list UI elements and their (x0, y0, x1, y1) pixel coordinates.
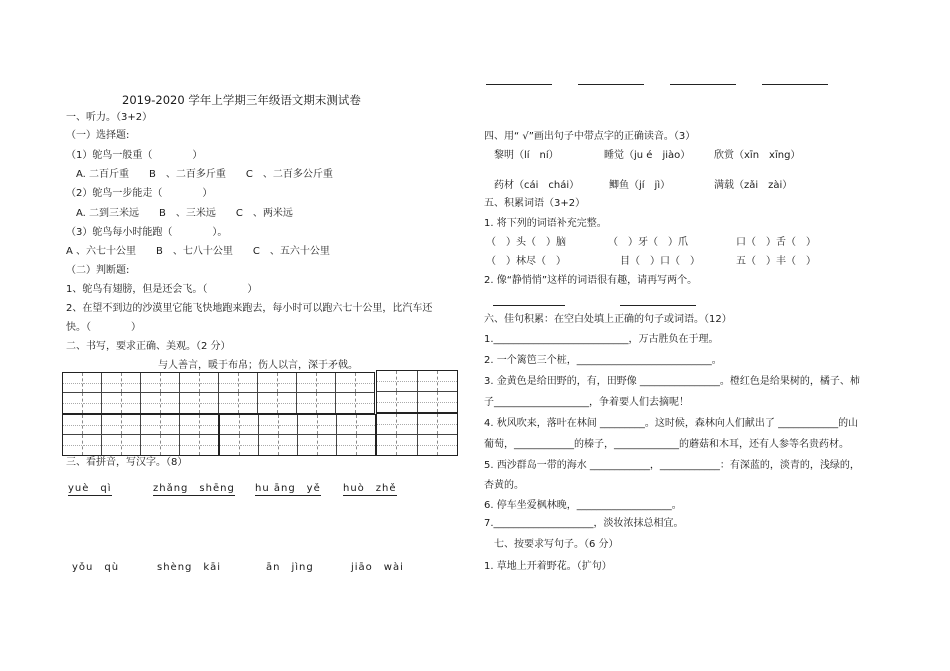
idiom-koushe: 口（ ）舌（ ） (736, 237, 816, 248)
answer-line[interactable] (486, 84, 552, 85)
question-3-options: A 、六七十公里 B 、七八十公里 C 、五六十公里 (66, 246, 330, 257)
paper-title: 2019-2020 学年上学期三年级语文期末测试卷 (122, 93, 361, 107)
question-2: （2）鸵鸟一步能走（ ） (66, 188, 213, 199)
pinyin-huangye: hu āng yě (255, 479, 321, 496)
pinyin-zhangsheng: zhǎng shēng (153, 479, 235, 496)
section-1-sub-judge: （二）判断题: (66, 265, 130, 276)
reading-manzai: 满载（zǎi zài） (714, 180, 793, 191)
section-1-sub-choice: （一）选择题: (66, 130, 130, 141)
judge-2-line-1: 2、在望不到边的沙漠里它能飞快地跑来跑去，每小时可以跑六七十公里，比汽车还 (66, 303, 433, 314)
section-5-heading: 五、积累词语（3+2） (484, 198, 586, 209)
sentence-fill-1: 1.___________________________，万古胜负在于理。 (484, 334, 719, 345)
question-2-options: A. 二到三米远 B 、三米远 C 、两米远 (76, 208, 293, 219)
writing-grid-4[interactable] (219, 414, 376, 456)
sentence-fill-4-line-1: 4. 秋风吹来，落叶在林间 _________。这时候，森林向人们献出了 ____________的山 (484, 418, 859, 429)
pinyin-shengkai: shèng kāi (157, 562, 222, 573)
answer-line[interactable] (578, 84, 644, 85)
answer-line[interactable] (620, 305, 696, 306)
section-2-heading: 二、书写，要求正确、美观。（2 分） (66, 341, 231, 352)
pinyin-huozhe: huò zhě (343, 479, 397, 496)
answer-line[interactable] (762, 84, 828, 85)
question-1: （1）鸵鸟一般重（ ） (66, 150, 203, 161)
writing-grid-3[interactable] (62, 414, 219, 456)
judge-1: 1、鸵鸟有翅膀，但是还会飞。（ ） (66, 284, 258, 295)
sentence-fill-2: 2. 一个篱笆三个桩，___________________________。 (484, 355, 722, 366)
section-6-heading: 六、佳句积累：在空白处填上正确的句子或词语。（12） (484, 314, 732, 325)
sentence-fill-5-line-1: 5. 西沙群岛一带的海水 ____________，____________：有深蓝的，淡青的，浅绿的， (484, 460, 860, 471)
writing-grid-2[interactable] (376, 370, 458, 413)
reading-yaocai: 药材（cái chái） (494, 180, 580, 191)
writing-grid-5[interactable] (376, 413, 458, 456)
copy-sentence: 与人善言，暖于布帛；伤人以言，深于矛戟。 (158, 360, 358, 371)
reading-shuijiao: 睡觉（ju é jiào） (604, 150, 691, 161)
reading-xinshang: 欣赏（xīn xīng） (714, 150, 801, 161)
answer-line[interactable] (493, 305, 565, 306)
idiom-wufeng: 五（ ）丰（ ） (736, 256, 816, 267)
section-4-heading: 四、用“ √”画出句子中带点字的正确读音。（3） (484, 131, 696, 142)
section-3-heading: 三、看拼音，写汉字。（8） (66, 457, 188, 468)
idiom-yazhua: （ ）牙（ ）爪 (608, 237, 688, 248)
sentence-fill-3-line-1: 3. 金黄色是给田野的，有，田野像 ________________。橙红色是给果树的，橘子、柿 (484, 376, 860, 387)
pinyin-anjing: ān jìng (266, 562, 314, 573)
question-1-options: A. 二百斤重 B 、二百多斤重 C 、二百多公斤重 (76, 169, 333, 180)
idiom-linjin: （ ）林尽（ ） (486, 256, 566, 267)
question-3: （3）鸵鸟每小时能跑（ ）。 (66, 227, 228, 238)
section-1-heading: 一、听力。（3+2） (66, 112, 153, 123)
sentence-fill-4-line-2: 葡萄，____________的榛子，_____________的蘑菇和木耳，还有人参等名贵药材。 (484, 439, 849, 450)
sentence-task-1: 1. 草地上开着野花。（扩句） (484, 561, 612, 572)
sentence-fill-7: 7.____________________，淡妆浓抹总相宜。 (484, 518, 684, 529)
section-5-question-1: 1. 将下列的词语补充完整。 (484, 218, 607, 229)
idiom-toutounao: （ ）头（ ）脑 (486, 237, 566, 248)
answer-line[interactable] (670, 84, 736, 85)
writing-grid-1[interactable] (62, 372, 375, 414)
pinyin-jiaowai: jiāo wài (351, 562, 404, 573)
pinyin-youqu: yǒu qù (72, 562, 120, 573)
section-5-question-2: 2. 像“静悄悄”这样的词语很有趣，请再写两个。 (484, 275, 698, 286)
idiom-mukou: 目（ ）口（ ） (620, 256, 700, 267)
pinyin-yueqi: yuè qì (68, 479, 112, 496)
sentence-fill-3-line-2: 子___________________，争着要人们去摘呢！ (484, 397, 689, 408)
sentence-fill-5-line-2: 杏黄的。 (484, 480, 524, 491)
sentence-fill-6: 6. 停车坐爱枫林晚，___________________。 (484, 500, 682, 511)
judge-2-line-2: 快。（ ） (66, 322, 141, 333)
reading-liming: 黎明（lí ní） (494, 150, 559, 161)
reading-jiyu: 鲫鱼（jí jì） (609, 180, 671, 191)
section-7-heading: 七、按要求写句子。（6 分） (494, 539, 619, 550)
